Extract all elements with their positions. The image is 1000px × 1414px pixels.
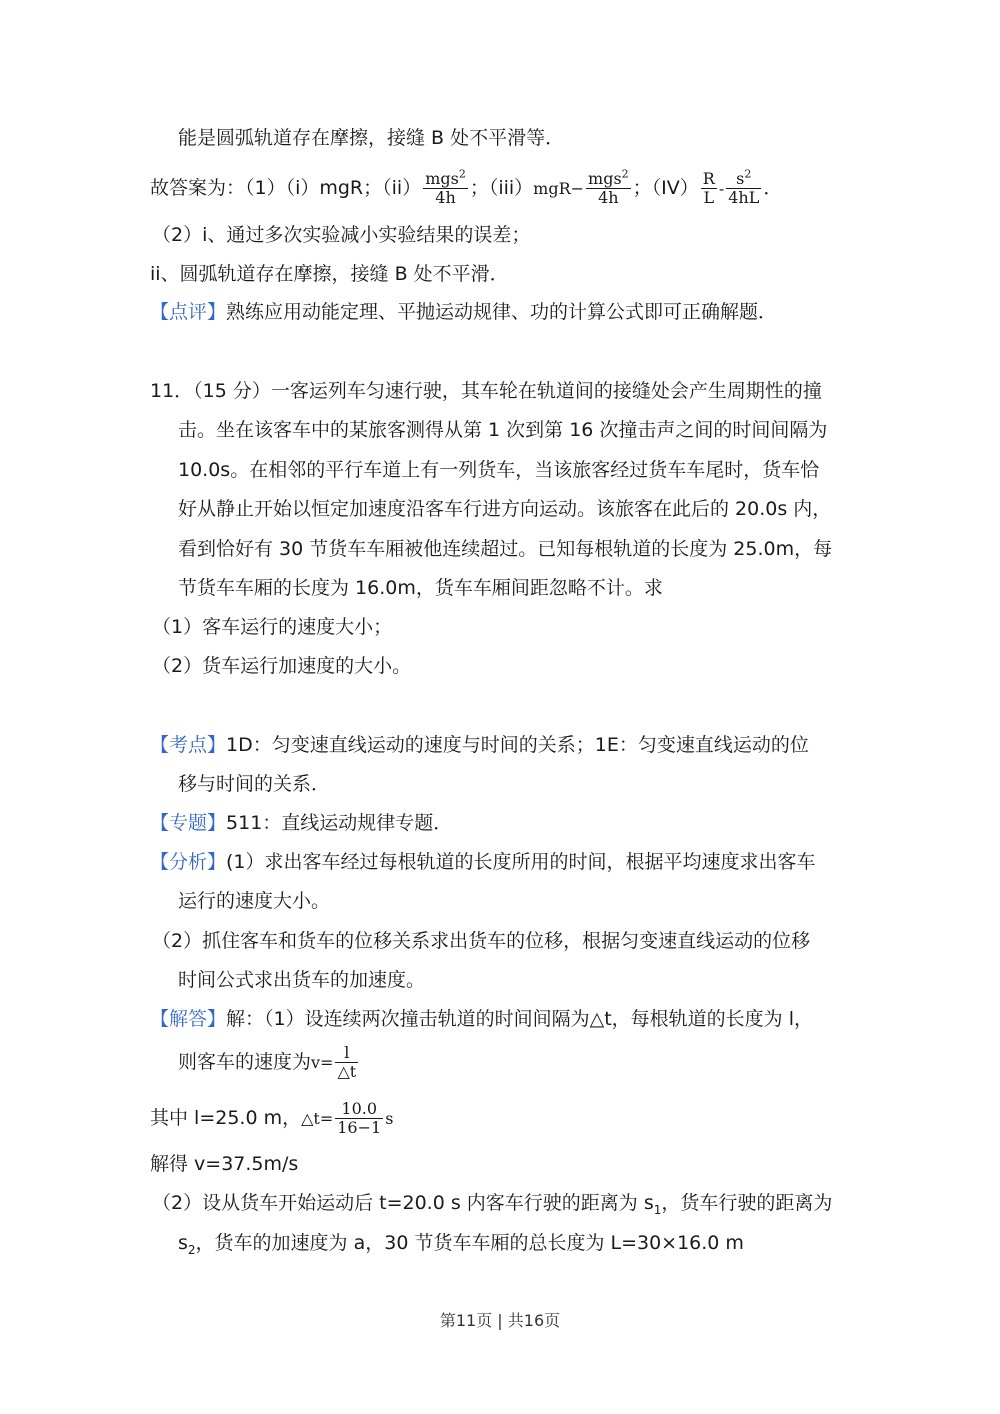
prev-line-4: ii、圆弧轨道存在摩擦，接缝 B 处不平滑． [150,263,509,285]
q11-line-3: 10.0s。在相邻的平行车道上有一列货车，当该旅客经过货车车尾时，货车恰 [178,459,820,481]
fenxi-text: (1）求出客车经过每根轨道的长度所用的时间，根据平均速度求出客车 [226,851,816,873]
fraction-l-dt: $\frac{l}{\triangle t}$ [337,1043,357,1081]
q11-line-5: 看到恰好有 30 节货车车厢被他连续超过。已知每根轨道的长度为 25.0m，每 [178,538,833,560]
q11-part-2: （2）货车运行加速度的大小。 [152,655,412,677]
dt-eq: △t= [301,1109,334,1128]
answer-line [150,166,782,211]
zhuanti-line [150,809,452,837]
q11-line-4: 好从静止开始以恒定加速度沿客车行进方向运动。该旅客在此后的 20.0s 内， [178,498,832,520]
prev-line-1: 能是圆弧轨道存在摩擦，接缝 B 处不平滑等． [178,127,565,149]
velocity-eq: v= [311,1053,334,1072]
kaodian-tag: 【考点】 [150,734,227,756]
jieda-tag: 【解答】 [150,1008,227,1030]
jieda-line-3 [150,1096,393,1141]
page-footer: 第11页 | 共16页 [439,1311,561,1330]
zhuanti-tag: 【专题】 [150,812,227,834]
minus-sign: - [718,179,725,198]
end-dot: ． [763,177,783,199]
fraction-r-l: $\frac{R}{L}$ [702,169,715,207]
sep-iii: ；（iii） [469,177,534,199]
fenxi-line-3: （2）抓住客车和货车的位移关系求出货车的位移，根据匀变速直线运动的位移 [152,930,811,952]
jieda-line-2 [178,1040,360,1085]
comment-text: 熟练应用动能定理、平抛运动规律、功的计算公式即可正确解题． [226,301,778,323]
mgr-term: mgR− [533,179,585,198]
q11-line-2: 击。坐在该客车中的某旅客测得从第 1 次到第 16 次撞击声之间的时间间隔为 [178,419,828,441]
fenxi-line-2: 运行的速度大小。 [178,890,331,912]
given-l: 其中 l=25.0 m， [150,1107,302,1129]
jieda-line-6: $s_2$，货车的加速度为 a，30 节货车车厢的总长度为 L=30×16.0 m [178,1232,744,1257]
velocity-prefix: 则客车的速度为 [178,1051,312,1073]
answer-prefix: 故答案为：（1）（i）mgR；（ii） [150,177,422,199]
q11-line-1: 11．（15 分）一客运列车匀速行驶，其车轮在轨道间的接缝处会产生周期性的撞 [150,380,822,402]
jieda-line-4: 解得 v=37.5m/s [150,1153,299,1175]
prev-line-3: （2）i、通过多次实验减小实验结果的误差； [152,224,531,246]
zhuanti-text: 511：直线运动规律专题． [226,812,453,834]
fraction-s2-4hl: $\frac{s^2}{4hL}$ [728,167,760,207]
fenxi-line-4: 时间公式求出货车的加速度。 [178,969,426,991]
kaodian-line-1 [150,731,809,759]
comment-line [150,298,777,326]
kaodian-text: 1D：匀变速直线运动的速度与时间的关系；1E：匀变速直线运动的位 [226,734,809,756]
jieda-line-1 [150,1005,813,1033]
fenxi-tag: 【分析】 [150,851,227,873]
q11-part-1: （1）客车运行的速度大小； [152,616,393,638]
fraction-mgs2-4h: $\frac{mgs^2}{4h}$ [425,167,466,207]
fraction-10-15: $\frac{10.0}{16-1}$ [337,1099,382,1137]
jieda-text: 解：（1）设连续两次撞击轨道的时间间隔为△t，每根轨道的长度为 l， [226,1008,813,1030]
fraction-mgs2-4h-2: $\frac{mgs^2}{4h}$ [588,167,629,207]
comment-tag: 【点评】 [150,301,227,323]
kaodian-line-2: 移与时间的关系． [178,773,331,795]
fenxi-line-1 [150,848,816,876]
dt-unit: s [385,1109,394,1128]
jieda-line-5: （2）设从货车开始运动后 t=20.0 s 内客车行驶的距离为 $s_1$，货车行驶的距离为 [152,1192,833,1217]
sep-iv: ；（IV） [632,177,699,199]
q11-line-6: 节货车车厢的长度为 16.0m，货车车厢间距忽略不计。求 [178,577,663,599]
